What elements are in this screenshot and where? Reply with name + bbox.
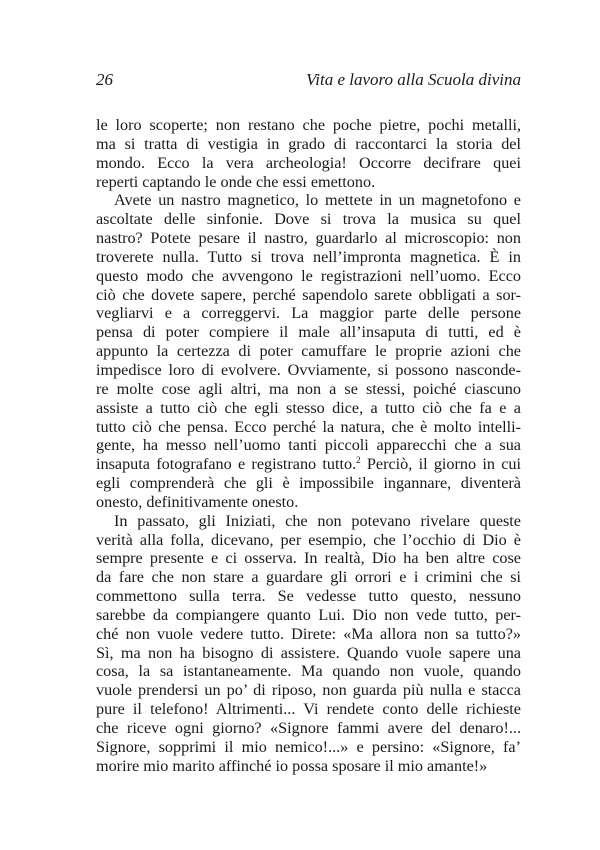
text-line: Avete un nastro magnetico, lo mettete in un magnetofono e xyxy=(114,191,521,210)
text-line: troverete nulla. Tutto si trova nell’impronta magnetica. È in xyxy=(96,247,521,266)
text-line: sempre presente e ci osserva. In realtà, Dio ha ben altre cose xyxy=(96,549,521,568)
text-line: da fare che non stare a guardare gli orrori e i crimini che si xyxy=(96,568,521,587)
text-line: Sì, ma non ha bisogno di assistere. Quando vuole sapere una xyxy=(96,643,521,662)
text-line: tutto ciò che pensa. Ecco perché la natura, che è molto intelli- xyxy=(96,417,521,436)
text-line: pure il telefono! Altrimenti... Vi rendete conto delle richieste xyxy=(96,700,521,719)
page-number: 26 xyxy=(96,70,113,89)
text-line: onesto, definitivamente onesto. xyxy=(96,492,299,511)
text-line: egli comprenderà che gli è impossibile ingannare, diventerà xyxy=(96,474,521,493)
text-line: gente, ha messo nell’uomo tanti piccoli apparecchi che a sua xyxy=(96,436,521,455)
text-line: ascoltate delle sinfonie. Dove si trova la musica su quel xyxy=(96,210,521,229)
text-line: le loro scoperte; non restano che poche pietre, pochi metalli, xyxy=(96,116,521,134)
text-line: pensa di poter compiere il male all’insaputa di tutti, ed è xyxy=(96,323,521,342)
text-line: verità alla folla, dicevano, per esempio, che l’occhio di Dio è xyxy=(96,530,521,549)
text-line: impedisce loro di evolvere. Ovviamente, si possono nasconde- xyxy=(96,360,521,379)
text-line: questo modo che avvengono le registrazioni nell’uomo. Ecco xyxy=(96,266,521,285)
text-line: appunto la certezza di poter camuffare le proprie azioni che xyxy=(96,342,521,361)
footnote-reference[interactable]: 2 xyxy=(356,455,361,466)
running-header xyxy=(96,70,521,94)
text-line: che riceve ogni giorno? «Signore fammi avere del denaro!... xyxy=(96,719,521,737)
text-line: re molte cose agli altri, ma non a se stessi, poiché ciascuno xyxy=(96,379,521,398)
book-page xyxy=(96,70,521,776)
body-text xyxy=(96,116,521,776)
text-line: sarebbe da compiangere quanto Lui. Dio non vede tutto, per- xyxy=(96,605,521,624)
text-line: ciò che dovete sapere, perché sapendolo sarete obbligati a sor- xyxy=(96,285,521,304)
text-line: vuole prendersi un po’ di riposo, non guarda più nulla e stacca xyxy=(96,681,521,700)
paragraph xyxy=(96,116,521,191)
text-line: morire mio marito affinché io possa sposare il mio amante!» xyxy=(96,756,488,775)
text-line: nastro? Potete pesare il nastro, guardarlo al microscopio: non xyxy=(96,229,521,248)
text-line: ma si tratta di vestigia in grado di raccontarci la storia del xyxy=(96,134,521,153)
text-line: Signore, sopprimi il mio nemico!...» e persino: «Signore, fa’ xyxy=(96,737,521,756)
running-title: Vita e lavoro alla Scuola divina xyxy=(306,70,521,89)
text-line: In passato, gli Iniziati, che non potevano rivelare queste xyxy=(114,511,521,530)
text-line: mondo. Ecco la vera archeologia! Occorre decifrare quei xyxy=(96,153,521,172)
text-line: cosa, la sa istantaneamente. Ma quando non vuole, quando xyxy=(96,662,521,681)
paragraph xyxy=(96,512,521,776)
text-line: reperti captando le onde che essi emettono. xyxy=(96,172,376,191)
paragraph xyxy=(96,191,521,511)
text-line: vegliarvi e a correggervi. La maggior parte delle persone xyxy=(96,304,521,323)
text-line: ché non vuole vedere tutto. Direte: «Ma allora non sa tutto?» xyxy=(96,624,521,643)
text-line: insaputa fotografano e registrano tutto.$^2$ Perciò, il giorno in cui xyxy=(96,455,522,474)
text-line: commettono sulla terra. Se vedesse tutto questo, nessuno xyxy=(96,587,521,606)
text-line: assiste a tutto ciò che egli stesso dice, a tutto ciò che fa e a xyxy=(96,398,521,417)
